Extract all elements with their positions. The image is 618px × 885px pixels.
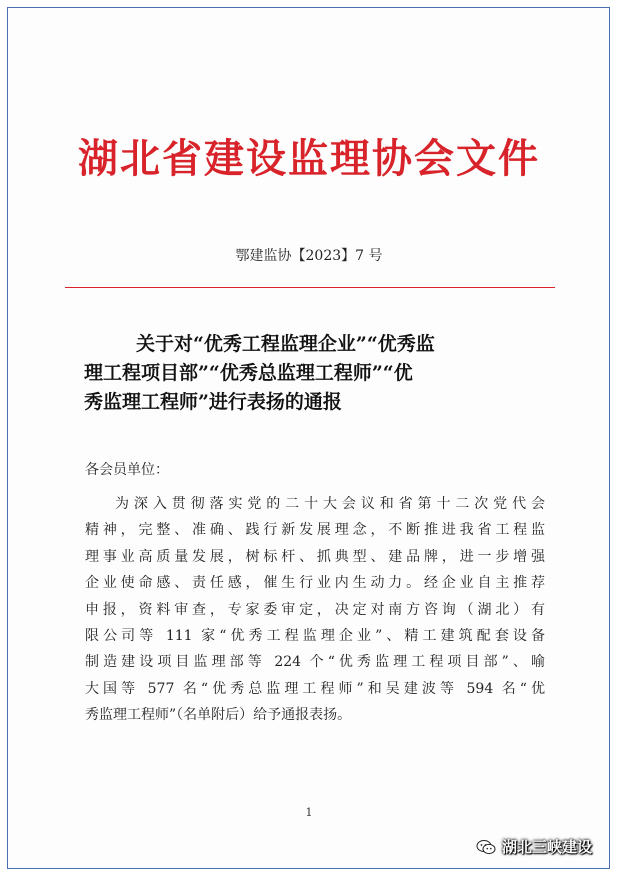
body-line: 申报，资料审查，专家委审定，决定对南方咨询（湖北）有 <box>85 601 545 618</box>
body-line: 理事业高质量发展，树标杆、抓典型、建品牌，进一步增强 <box>85 548 545 565</box>
watermark <box>476 836 592 857</box>
document-title <box>84 330 544 417</box>
body-line: 为深入贯彻落实党的二十大会议和省第十二次党代会 <box>115 496 545 512</box>
body-line: 制造建设项目监理部等 224 个“优秀监理工程项目部”、喻 <box>85 654 545 671</box>
page-number: 1 <box>305 806 313 819</box>
title-line: 秀监理工程师”进行表扬的通报 <box>84 391 342 413</box>
body-line: 精神，完整、准确、践行新发展理念，不断推进我省工程监 <box>85 522 545 539</box>
wechat-icon <box>476 839 496 855</box>
body-paragraph <box>85 491 545 729</box>
title-line: 关于对“优秀工程监理企业”“优秀监 <box>136 333 435 355</box>
salutation: 各会员单位： <box>85 462 169 478</box>
body-line: 秀监理工程师”（名单附后）给予通报表扬。 <box>85 707 352 724</box>
document-header: 湖北省建设监理协会文件 <box>78 135 540 182</box>
body-line: 企业使命感、责任感，催生行业内生动力。经企业自主推荐 <box>85 575 545 592</box>
document-number: 鄂建监协【2023】7 号 <box>235 248 383 264</box>
title-line: 理工程项目部”“优秀总监理工程师”“优 <box>84 362 413 384</box>
red-divider <box>65 287 555 288</box>
body-line: 大国等 577 名“优秀总监理工程师”和吴建波等 594 名“优 <box>85 680 545 697</box>
body-line: 限公司等 111 家“优秀工程监理企业”、精工建筑配套设备 <box>85 628 545 645</box>
watermark-text: 湖北三峡建设 <box>501 838 592 856</box>
